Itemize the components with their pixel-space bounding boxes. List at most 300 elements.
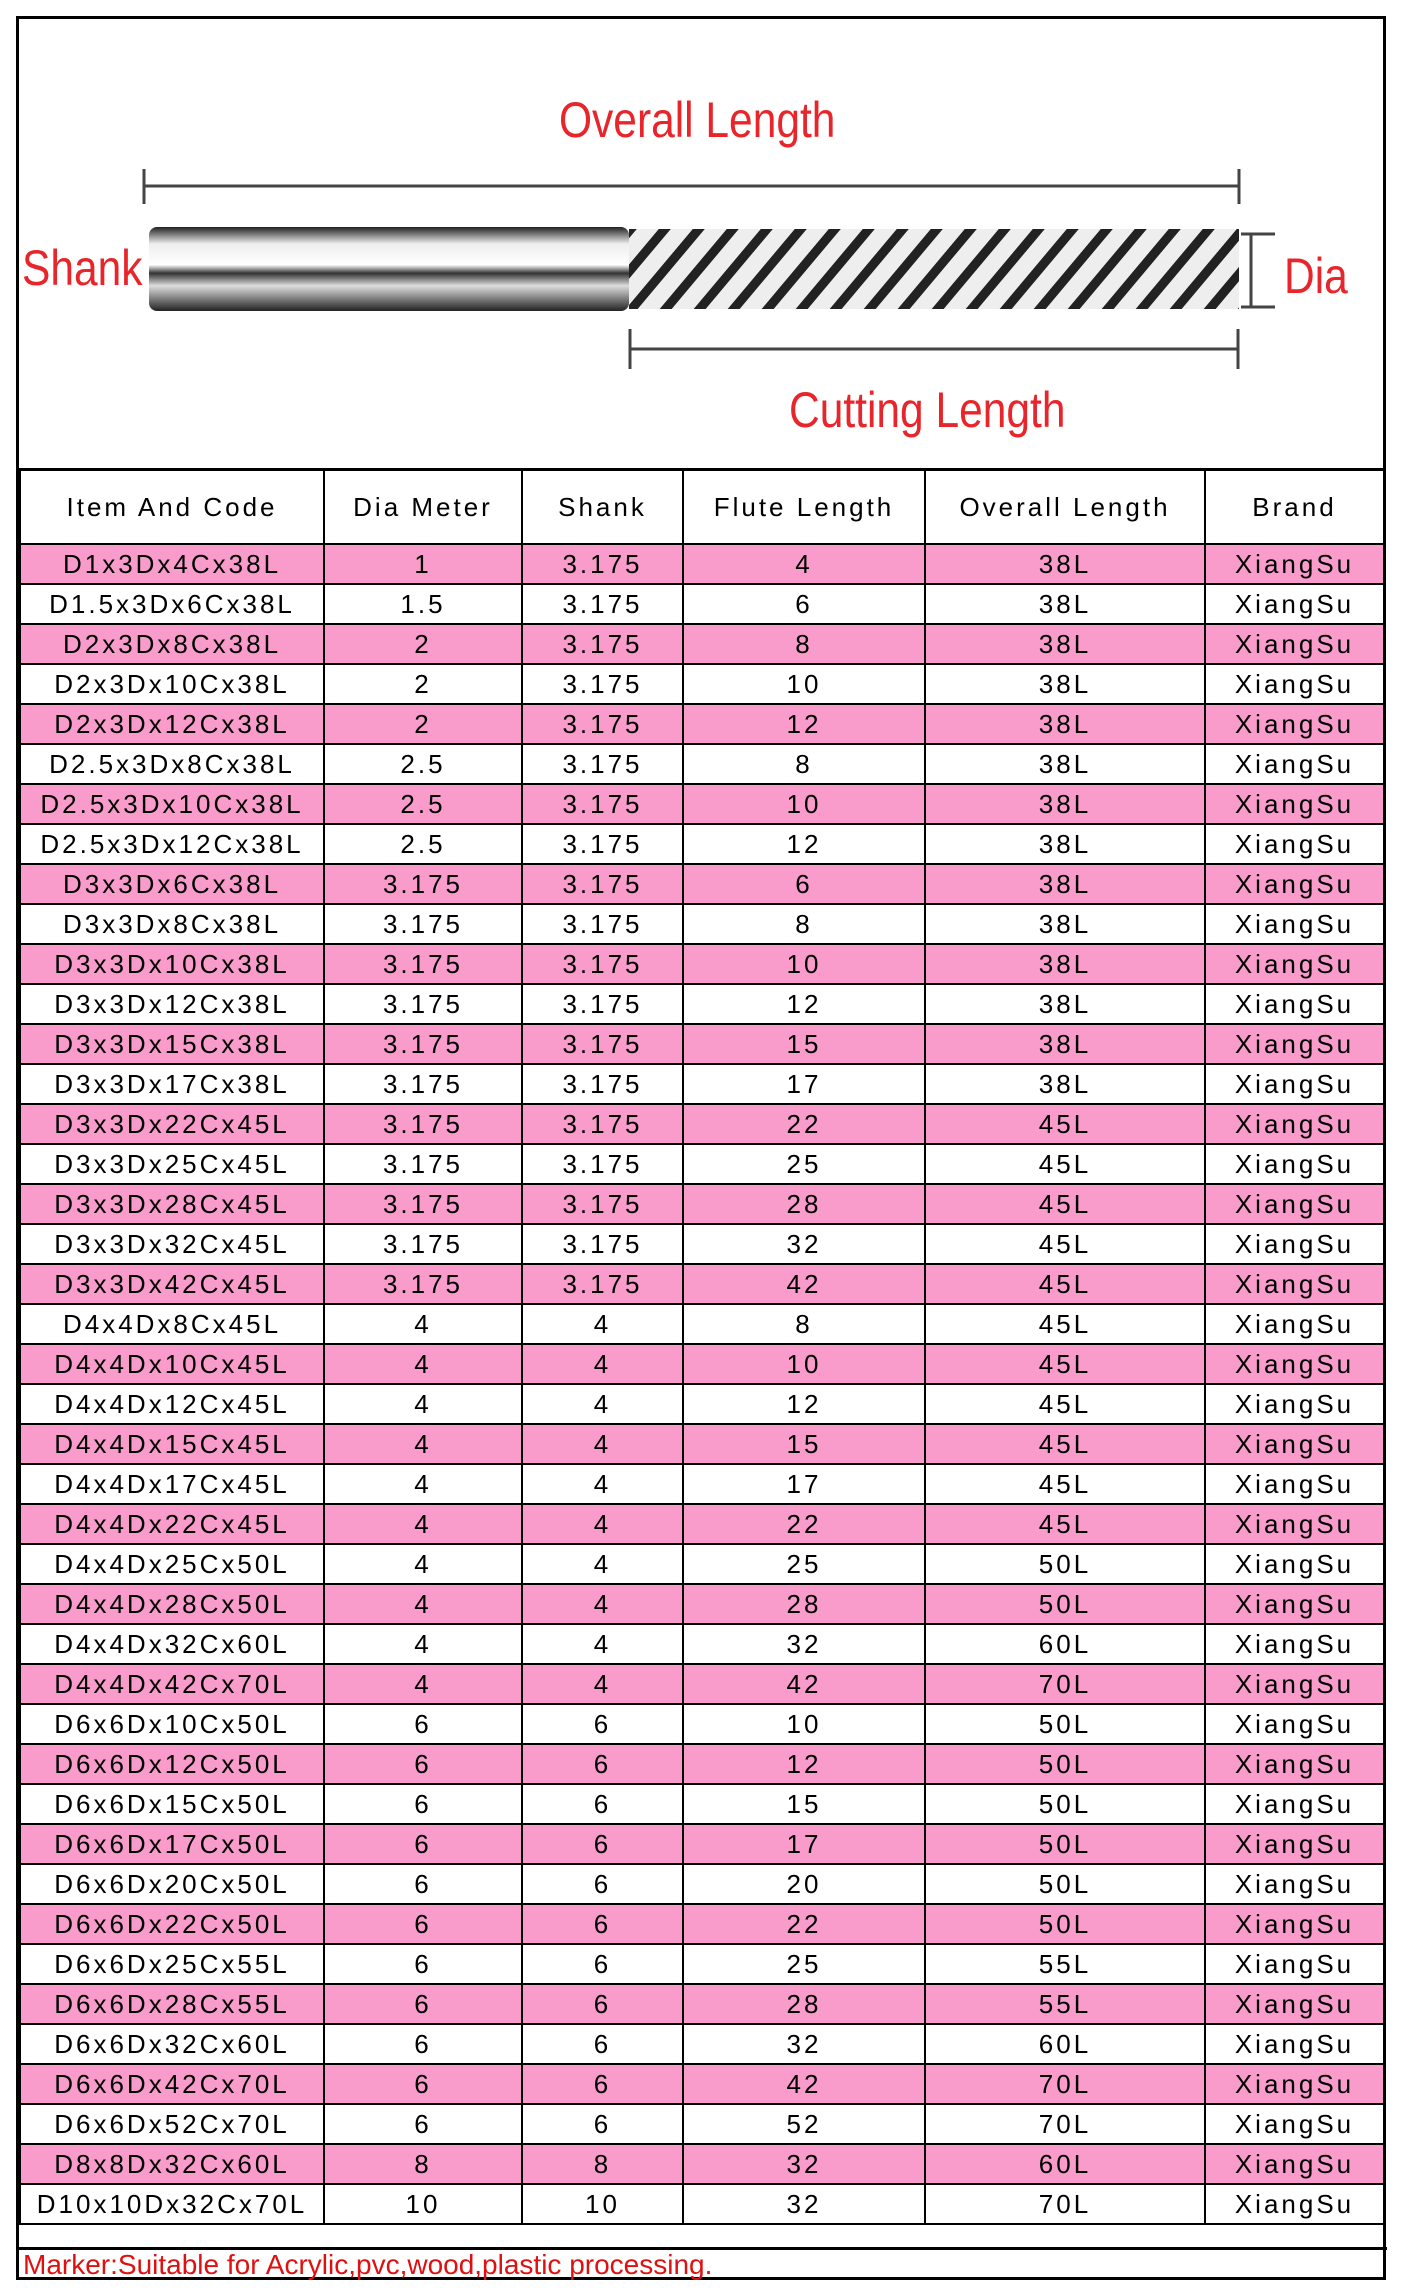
cell-dia-meter: 6: [324, 2104, 522, 2144]
cell-item-code: D4x4Dx17Cx45L: [20, 1464, 324, 1504]
table-row: [20, 1024, 1384, 1064]
cell-flute-length: 42: [683, 2064, 925, 2104]
cell-dia-meter: 4: [324, 1664, 522, 1704]
cell-shank: 3.175: [522, 984, 683, 1024]
cell-item-code: D3x3Dx10Cx38L: [20, 944, 324, 984]
cell-item-code: D6x6Dx22Cx50L: [20, 1904, 324, 1944]
cell-item-code: D1x3Dx4Cx38L: [20, 544, 324, 584]
cell-brand: XiangSu: [1205, 1944, 1384, 1984]
cell-brand: XiangSu: [1205, 1984, 1384, 2024]
cell-item-code: D4x4Dx42Cx70L: [20, 1664, 324, 1704]
cell-flute-length: 32: [683, 1224, 925, 1264]
cell-item-code: D8x8Dx32Cx60L: [20, 2144, 324, 2184]
cell-brand: XiangSu: [1205, 1344, 1384, 1384]
table-row: [20, 2104, 1384, 2144]
table-row: [20, 984, 1384, 1024]
cell-flute-length: 10: [683, 944, 925, 984]
cell-shank: 3.175: [522, 1024, 683, 1064]
cell-brand: XiangSu: [1205, 2104, 1384, 2144]
header-brand: Brand: [1205, 470, 1384, 545]
cell-overall-length: 45L: [925, 1104, 1205, 1144]
cell-item-code: D6x6Dx32Cx60L: [20, 2024, 324, 2064]
cell-overall-length: 38L: [925, 1024, 1205, 1064]
cell-dia-meter: 4: [324, 1584, 522, 1624]
cell-flute-length: 15: [683, 1784, 925, 1824]
cell-shank: 6: [522, 1824, 683, 1864]
table-row: [20, 664, 1384, 704]
cell-brand: XiangSu: [1205, 1584, 1384, 1624]
cell-item-code: D6x6Dx10Cx50L: [20, 1704, 324, 1744]
cell-dia-meter: 3.175: [324, 1264, 522, 1304]
cell-brand: XiangSu: [1205, 1424, 1384, 1464]
cell-overall-length: 50L: [925, 1544, 1205, 1584]
cell-item-code: D2x3Dx8Cx38L: [20, 624, 324, 664]
table-row: [20, 1344, 1384, 1384]
cell-overall-length: 38L: [925, 824, 1205, 864]
table-row: [20, 1464, 1384, 1504]
header-flute-length: Flute Length: [683, 470, 925, 545]
cell-dia-meter: 6: [324, 1704, 522, 1744]
cell-brand: XiangSu: [1205, 784, 1384, 824]
cell-flute-length: 32: [683, 2144, 925, 2184]
cell-item-code: D2.5x3Dx8Cx38L: [20, 744, 324, 784]
table-row: [20, 624, 1384, 664]
cell-item-code: D2.5x3Dx12Cx38L: [20, 824, 324, 864]
cell-shank: 3.175: [522, 744, 683, 784]
cell-overall-length: 45L: [925, 1224, 1205, 1264]
table-row: [20, 704, 1384, 744]
cell-flute-length: 8: [683, 1304, 925, 1344]
cell-shank: 6: [522, 1944, 683, 1984]
cell-overall-length: 38L: [925, 904, 1205, 944]
cell-shank: 6: [522, 1984, 683, 2024]
cell-overall-length: 38L: [925, 784, 1205, 824]
cell-brand: XiangSu: [1205, 1664, 1384, 1704]
cell-overall-length: 38L: [925, 664, 1205, 704]
table-row: [20, 864, 1384, 904]
cell-shank: 4: [522, 1624, 683, 1664]
cell-dia-meter: 4: [324, 1504, 522, 1544]
cell-brand: XiangSu: [1205, 2064, 1384, 2104]
cell-item-code: D6x6Dx28Cx55L: [20, 1984, 324, 2024]
table-row: [20, 2184, 1384, 2224]
cell-dia-meter: 6: [324, 1864, 522, 1904]
cell-shank: 3.175: [522, 824, 683, 864]
cell-dia-meter: 6: [324, 2024, 522, 2064]
cell-dia-meter: 3.175: [324, 1024, 522, 1064]
table-row: [20, 1384, 1384, 1424]
cell-shank: 3.175: [522, 904, 683, 944]
cell-shank: 3.175: [522, 1264, 683, 1304]
cell-shank: 4: [522, 1544, 683, 1584]
cell-dia-meter: 4: [324, 1384, 522, 1424]
header-item-code: Item And Code: [20, 470, 324, 545]
cell-item-code: D6x6Dx25Cx55L: [20, 1944, 324, 1984]
cell-overall-length: 60L: [925, 2144, 1205, 2184]
cell-dia-meter: 3.175: [324, 944, 522, 984]
table-row: [20, 1504, 1384, 1544]
cell-item-code: D4x4Dx10Cx45L: [20, 1344, 324, 1384]
cell-overall-length: 55L: [925, 1944, 1205, 1984]
cell-shank: 6: [522, 1704, 683, 1744]
cell-brand: XiangSu: [1205, 744, 1384, 784]
cell-flute-length: 12: [683, 824, 925, 864]
table-row: [20, 1784, 1384, 1824]
cell-overall-length: 50L: [925, 1824, 1205, 1864]
cell-shank: 4: [522, 1344, 683, 1384]
cell-flute-length: 6: [683, 584, 925, 624]
cell-shank: 3.175: [522, 544, 683, 584]
cell-brand: XiangSu: [1205, 984, 1384, 1024]
table-row: [20, 904, 1384, 944]
cell-flute-length: 28: [683, 1984, 925, 2024]
cell-shank: 6: [522, 2064, 683, 2104]
table-row: [20, 544, 1384, 584]
cell-flute-length: 10: [683, 784, 925, 824]
cell-dia-meter: 6: [324, 1744, 522, 1784]
table-row: [20, 1744, 1384, 1784]
cell-item-code: D4x4Dx28Cx50L: [20, 1584, 324, 1624]
cell-shank: 4: [522, 1504, 683, 1544]
cell-shank: 3.175: [522, 584, 683, 624]
cell-shank: 6: [522, 1784, 683, 1824]
table-row: [20, 1704, 1384, 1744]
cell-item-code: D4x4Dx15Cx45L: [20, 1424, 324, 1464]
cell-item-code: D1.5x3Dx6Cx38L: [20, 584, 324, 624]
cell-flute-length: 4: [683, 544, 925, 584]
cell-item-code: D10x10Dx32Cx70L: [20, 2184, 324, 2224]
cell-flute-length: 15: [683, 1424, 925, 1464]
cell-item-code: D3x3Dx42Cx45L: [20, 1264, 324, 1304]
header-dia-meter: Dia Meter: [324, 470, 522, 545]
table-row: [20, 2144, 1384, 2184]
cell-brand: XiangSu: [1205, 1064, 1384, 1104]
cell-shank: 3.175: [522, 624, 683, 664]
cell-flute-length: 42: [683, 1264, 925, 1304]
cell-overall-length: 45L: [925, 1464, 1205, 1504]
table-row: [20, 784, 1384, 824]
spec-sheet: [16, 16, 1386, 2280]
cell-overall-length: 50L: [925, 1704, 1205, 1744]
cell-dia-meter: 6: [324, 1784, 522, 1824]
cell-dia-meter: 3.175: [324, 864, 522, 904]
table-row: [20, 824, 1384, 864]
cell-shank: 4: [522, 1664, 683, 1704]
cell-shank: 6: [522, 1744, 683, 1784]
cell-brand: XiangSu: [1205, 1704, 1384, 1744]
cell-overall-length: 70L: [925, 2184, 1205, 2224]
table-row: [20, 1984, 1384, 2024]
end-mill-illustration: [19, 19, 1383, 468]
cell-overall-length: 38L: [925, 584, 1205, 624]
cell-brand: XiangSu: [1205, 1304, 1384, 1344]
cell-overall-length: 38L: [925, 1064, 1205, 1104]
cell-flute-length: 10: [683, 664, 925, 704]
cell-overall-length: 55L: [925, 1984, 1205, 2024]
cell-overall-length: 50L: [925, 1584, 1205, 1624]
cell-overall-length: 50L: [925, 1864, 1205, 1904]
cell-shank: 3.175: [522, 784, 683, 824]
table-row: [20, 1544, 1384, 1584]
cell-shank: 8: [522, 2144, 683, 2184]
cell-flute-length: 17: [683, 1064, 925, 1104]
overall-length-label: Overall Length: [559, 92, 836, 148]
cell-overall-length: 70L: [925, 2064, 1205, 2104]
cell-overall-length: 45L: [925, 1504, 1205, 1544]
table-row: [20, 1824, 1384, 1864]
cell-brand: XiangSu: [1205, 704, 1384, 744]
cell-brand: XiangSu: [1205, 1224, 1384, 1264]
cell-brand: XiangSu: [1205, 1024, 1384, 1064]
cell-brand: XiangSu: [1205, 664, 1384, 704]
cell-item-code: D4x4Dx12Cx45L: [20, 1384, 324, 1424]
shank-body: [149, 227, 629, 311]
cell-dia-meter: 4: [324, 1544, 522, 1584]
cell-flute-length: 32: [683, 2024, 925, 2064]
cell-dia-meter: 6: [324, 1904, 522, 1944]
cell-brand: XiangSu: [1205, 1264, 1384, 1304]
table-row: [20, 1304, 1384, 1344]
cell-item-code: D3x3Dx25Cx45L: [20, 1144, 324, 1184]
cell-flute-length: 17: [683, 1464, 925, 1504]
cell-flute-length: 22: [683, 1104, 925, 1144]
cell-item-code: D6x6Dx20Cx50L: [20, 1864, 324, 1904]
cell-dia-meter: 4: [324, 1424, 522, 1464]
cell-dia-meter: 3.175: [324, 1184, 522, 1224]
cell-flute-length: 6: [683, 864, 925, 904]
cell-overall-length: 45L: [925, 1144, 1205, 1184]
cell-dia-meter: 4: [324, 1304, 522, 1344]
table-row: [20, 744, 1384, 784]
cell-dia-meter: 3.175: [324, 1144, 522, 1184]
cell-shank: 4: [522, 1584, 683, 1624]
cell-flute-length: 12: [683, 1384, 925, 1424]
cell-flute-length: 22: [683, 1504, 925, 1544]
cell-flute-length: 20: [683, 1864, 925, 1904]
cell-overall-length: 45L: [925, 1424, 1205, 1464]
cell-item-code: D2x3Dx10Cx38L: [20, 664, 324, 704]
cell-item-code: D2x3Dx12Cx38L: [20, 704, 324, 744]
cell-dia-meter: 3.175: [324, 1104, 522, 1144]
table-row: [20, 1424, 1384, 1464]
cell-item-code: D6x6Dx52Cx70L: [20, 2104, 324, 2144]
cell-flute-length: 8: [683, 744, 925, 784]
cell-flute-length: 10: [683, 1344, 925, 1384]
cell-overall-length: 38L: [925, 984, 1205, 1024]
cell-flute-length: 8: [683, 624, 925, 664]
cell-dia-meter: 3.175: [324, 1224, 522, 1264]
cell-flute-length: 52: [683, 2104, 925, 2144]
cell-shank: 3.175: [522, 1064, 683, 1104]
cell-brand: XiangSu: [1205, 2024, 1384, 2064]
cell-flute-length: 12: [683, 1744, 925, 1784]
cell-flute-length: 25: [683, 1544, 925, 1584]
cell-brand: XiangSu: [1205, 824, 1384, 864]
cell-dia-meter: 4: [324, 1464, 522, 1504]
cell-dia-meter: 3.175: [324, 1064, 522, 1104]
cell-brand: XiangSu: [1205, 1544, 1384, 1584]
cell-flute-length: 10: [683, 1704, 925, 1744]
cell-item-code: D4x4Dx8Cx45L: [20, 1304, 324, 1344]
cell-item-code: D3x3Dx15Cx38L: [20, 1024, 324, 1064]
cell-brand: XiangSu: [1205, 1384, 1384, 1424]
cell-shank: 3.175: [522, 944, 683, 984]
shank-label: Shank: [22, 240, 143, 296]
cell-overall-length: 38L: [925, 944, 1205, 984]
cell-overall-length: 50L: [925, 1904, 1205, 1944]
cell-dia-meter: 4: [324, 1344, 522, 1384]
cell-item-code: D3x3Dx17Cx38L: [20, 1064, 324, 1104]
cell-overall-length: 45L: [925, 1304, 1205, 1344]
cell-item-code: D4x4Dx22Cx45L: [20, 1504, 324, 1544]
cell-dia-meter: 10: [324, 2184, 522, 2224]
cell-item-code: D3x3Dx22Cx45L: [20, 1104, 324, 1144]
cell-item-code: D6x6Dx12Cx50L: [20, 1744, 324, 1784]
dia-label: Dia: [1284, 248, 1348, 304]
table-row: [20, 2064, 1384, 2104]
cell-dia-meter: 3.175: [324, 984, 522, 1024]
cell-brand: XiangSu: [1205, 2144, 1384, 2184]
cell-shank: 3.175: [522, 1184, 683, 1224]
cell-shank: 6: [522, 2024, 683, 2064]
cell-flute-length: 32: [683, 2184, 925, 2224]
cell-brand: XiangSu: [1205, 864, 1384, 904]
table-row: [20, 1944, 1384, 1984]
cell-brand: XiangSu: [1205, 584, 1384, 624]
table-row: [20, 1584, 1384, 1624]
cell-brand: XiangSu: [1205, 1904, 1384, 1944]
header-shank: Shank: [522, 470, 683, 545]
table-row: [20, 1104, 1384, 1144]
cell-overall-length: 38L: [925, 744, 1205, 784]
cell-shank: 10: [522, 2184, 683, 2224]
cell-flute-length: 42: [683, 1664, 925, 1704]
table-row: [20, 1184, 1384, 1224]
cell-shank: 4: [522, 1384, 683, 1424]
cell-item-code: D3x3Dx28Cx45L: [20, 1184, 324, 1224]
table-row: [20, 944, 1384, 984]
cell-brand: XiangSu: [1205, 1464, 1384, 1504]
cell-flute-length: 12: [683, 984, 925, 1024]
cell-overall-length: 60L: [925, 2024, 1205, 2064]
cell-shank: 3.175: [522, 1144, 683, 1184]
cell-brand: XiangSu: [1205, 544, 1384, 584]
cell-dia-meter: 2: [324, 704, 522, 744]
cell-flute-length: 28: [683, 1184, 925, 1224]
cell-overall-length: 50L: [925, 1784, 1205, 1824]
flute-body: [629, 229, 1239, 309]
cutting-length-label: Cutting Length: [789, 382, 1066, 438]
cell-item-code: D3x3Dx32Cx45L: [20, 1224, 324, 1264]
cell-dia-meter: 2: [324, 664, 522, 704]
table-row: [20, 584, 1384, 624]
table-row: [20, 1224, 1384, 1264]
cell-dia-meter: 2.5: [324, 744, 522, 784]
cell-brand: XiangSu: [1205, 1624, 1384, 1664]
spec-table: [19, 468, 1385, 2225]
cell-shank: 4: [522, 1424, 683, 1464]
cell-overall-length: 38L: [925, 624, 1205, 664]
table-row: [20, 1264, 1384, 1304]
cell-brand: XiangSu: [1205, 904, 1384, 944]
cell-shank: 3.175: [522, 1104, 683, 1144]
cell-brand: XiangSu: [1205, 1504, 1384, 1544]
cell-overall-length: 38L: [925, 704, 1205, 744]
cell-dia-meter: 2.5: [324, 784, 522, 824]
cell-flute-length: 22: [683, 1904, 925, 1944]
cell-overall-length: 70L: [925, 2104, 1205, 2144]
table-row: [20, 1064, 1384, 1104]
cell-flute-length: 25: [683, 1144, 925, 1184]
table-row: [20, 2024, 1384, 2064]
cell-brand: XiangSu: [1205, 1744, 1384, 1784]
cell-flute-length: 32: [683, 1624, 925, 1664]
table-row: [20, 1144, 1384, 1184]
cell-item-code: D2.5x3Dx10Cx38L: [20, 784, 324, 824]
cell-dia-meter: 3.175: [324, 904, 522, 944]
cell-dia-meter: 1.5: [324, 584, 522, 624]
cell-overall-length: 45L: [925, 1384, 1205, 1424]
cell-flute-length: 15: [683, 1024, 925, 1064]
cell-shank: 6: [522, 2104, 683, 2144]
table-row: [20, 1664, 1384, 1704]
cell-overall-length: 38L: [925, 544, 1205, 584]
cell-shank: 4: [522, 1464, 683, 1504]
cell-shank: 3.175: [522, 1224, 683, 1264]
cell-flute-length: 8: [683, 904, 925, 944]
cell-item-code: D3x3Dx12Cx38L: [20, 984, 324, 1024]
cell-overall-length: 45L: [925, 1264, 1205, 1304]
cell-brand: XiangSu: [1205, 1864, 1384, 1904]
cell-dia-meter: 6: [324, 1944, 522, 1984]
cell-dia-meter: 4: [324, 1624, 522, 1664]
cell-overall-length: 45L: [925, 1184, 1205, 1224]
cell-dia-meter: 1: [324, 544, 522, 584]
cell-shank: 3.175: [522, 704, 683, 744]
cell-flute-length: 17: [683, 1824, 925, 1864]
cell-item-code: D6x6Dx15Cx50L: [20, 1784, 324, 1824]
header-overall-length: Overall Length: [925, 470, 1205, 545]
cell-dia-meter: 6: [324, 1824, 522, 1864]
cell-overall-length: 45L: [925, 1344, 1205, 1384]
cell-brand: XiangSu: [1205, 1784, 1384, 1824]
table-row: [20, 1904, 1384, 1944]
cell-item-code: D4x4Dx25Cx50L: [20, 1544, 324, 1584]
cell-item-code: D3x3Dx8Cx38L: [20, 904, 324, 944]
cell-dia-meter: 2.5: [324, 824, 522, 864]
table-row: [20, 1864, 1384, 1904]
cell-brand: XiangSu: [1205, 2184, 1384, 2224]
cell-dia-meter: 2: [324, 624, 522, 664]
table-header: [20, 470, 1384, 545]
cell-dia-meter: 6: [324, 2064, 522, 2104]
cell-item-code: D6x6Dx17Cx50L: [20, 1824, 324, 1864]
cell-dia-meter: 6: [324, 1984, 522, 2024]
drill-bit-diagram: [19, 19, 1383, 468]
cell-shank: 6: [522, 1904, 683, 1944]
footer-note: Marker:Suitable for Acrylic,pvc,wood,plastic processing.: [19, 2247, 1387, 2280]
cell-overall-length: 60L: [925, 1624, 1205, 1664]
cell-shank: 3.175: [522, 864, 683, 904]
cell-overall-length: 38L: [925, 864, 1205, 904]
cell-brand: XiangSu: [1205, 1824, 1384, 1864]
cell-item-code: D3x3Dx6Cx38L: [20, 864, 324, 904]
cell-brand: XiangSu: [1205, 1184, 1384, 1224]
cell-overall-length: 70L: [925, 1664, 1205, 1704]
cell-flute-length: 28: [683, 1584, 925, 1624]
cell-brand: XiangSu: [1205, 1144, 1384, 1184]
cell-brand: XiangSu: [1205, 1104, 1384, 1144]
